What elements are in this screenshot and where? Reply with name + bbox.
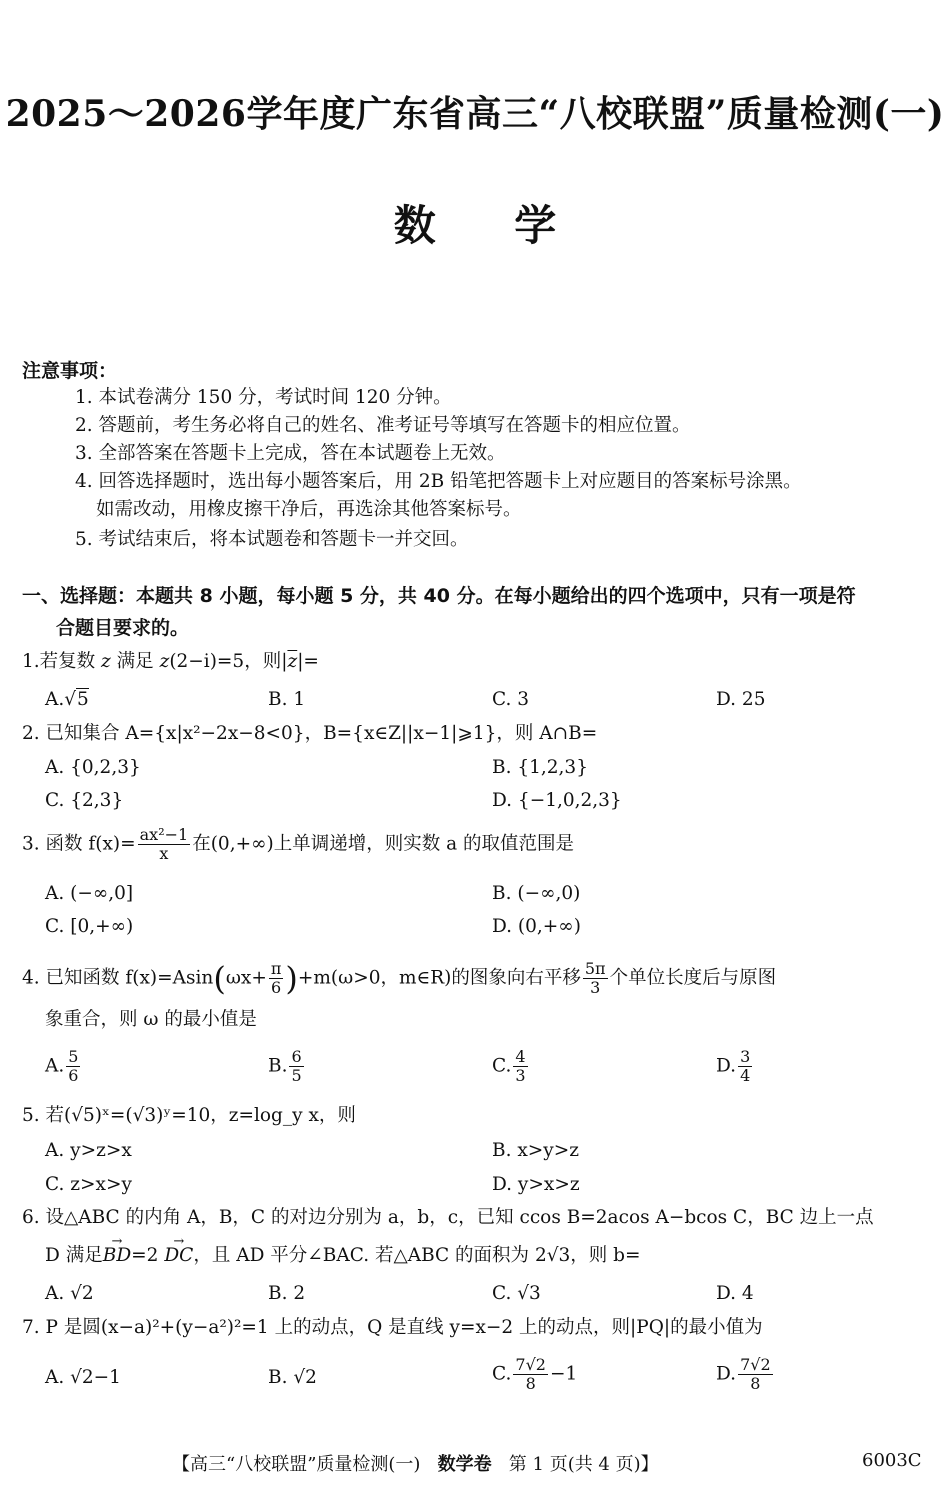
page-footer bbox=[172, 1450, 659, 1476]
q6-option-d: D. 4 bbox=[716, 1283, 754, 1304]
q1-stem-c: (2−i)=5，则| bbox=[169, 651, 288, 672]
q3-option-a: A. (−∞,0] bbox=[45, 883, 134, 904]
q2-option-b: B. {1,2,3} bbox=[492, 757, 588, 778]
q3-option-b: B. (−∞,0) bbox=[492, 883, 581, 904]
q5-option-d: D. y>x>z bbox=[492, 1174, 580, 1195]
q2-option-c: C. {2,3} bbox=[45, 790, 124, 811]
q1-stem-b: 满足 bbox=[110, 651, 160, 672]
q6-option-b: B. 2 bbox=[268, 1283, 306, 1304]
footer-exam-name: 【高三“八校联盟”质量检测(一) bbox=[172, 1454, 421, 1475]
footer-page-number: 第 1 页(共 4 页)】 bbox=[508, 1454, 659, 1475]
q4-stem-a: 4. 已知函数 f(x)=Asin bbox=[22, 967, 214, 989]
q3-fraction: $\frac{\text{ax²−1}}{x}$ bbox=[139, 825, 189, 863]
q1-option-b: B. 1 bbox=[268, 689, 306, 710]
question-3 bbox=[22, 826, 574, 863]
q5-option-c: C. z>x>y bbox=[45, 1174, 132, 1195]
q1-stem-d: |= bbox=[297, 651, 319, 672]
q4-inner: ωx+ bbox=[225, 967, 267, 989]
notice-item-5: 5. 考试结束后，将本试题卷和答题卡一并交回。 bbox=[75, 529, 469, 550]
q1-option-c: C. 3 bbox=[492, 689, 530, 710]
subject-title: 数 学 bbox=[393, 201, 557, 250]
q6-vector-bd: → BD bbox=[103, 1244, 131, 1268]
question-4-line2: 象重合，则 ω 的最小值是 bbox=[45, 1009, 257, 1030]
q4-shift-fraction: $\frac{5\pi}{3}$ bbox=[584, 959, 606, 997]
q6-option-c: C. √3 bbox=[492, 1283, 541, 1304]
q4-stem-b: +m(ω>0，m∈R)的图象向右平移 bbox=[297, 967, 581, 989]
notice-item-2: 2. 答题前，考生务必将自己的姓名、准考证号等填写在答题卡的相应位置。 bbox=[75, 415, 691, 436]
question-7: 7. P 是圆(x−a)²+(y−a²)²=1 上的动点，Q 是直线 y=x−2 上的动点，则|PQ|的最小值为 bbox=[22, 1317, 763, 1338]
q5-option-b: B. x>y>z bbox=[492, 1140, 579, 1161]
q4-option-d: D. $\frac{3}{4}$ bbox=[716, 1047, 751, 1085]
paper-code: 6003C bbox=[862, 1450, 922, 1471]
q6-eq: =2 bbox=[131, 1245, 159, 1266]
q1-option-a: A.√5 bbox=[45, 689, 89, 710]
section-heading bbox=[22, 583, 934, 641]
q7-option-d: D. $\frac{7√2}{8}$ bbox=[716, 1355, 771, 1393]
q6-vector-dc: → DC bbox=[164, 1244, 193, 1268]
q4-option-b: B. $\frac{6}{5}$ bbox=[268, 1047, 302, 1085]
notice-item-4: 4. 回答选择题时，选出每小题答案后，用 2B 铅笔把答题卡上对应题目的答案标号涂黑。 bbox=[75, 471, 802, 492]
q1-stem-a: 若复数 bbox=[39, 651, 102, 672]
question-5: 5. 若(√5)ˣ=(√3)ʸ=10，z=log_y x，则 bbox=[22, 1105, 356, 1126]
section-heading-line2: 合题目要求的。 bbox=[56, 617, 190, 639]
q7-option-a: A. √2−1 bbox=[45, 1367, 121, 1388]
q3-stem-a: 3. 函数 f(x)= bbox=[22, 833, 136, 855]
page-title: 2025～2026学年度广东省高三“八校联盟”质量检测(一) bbox=[5, 93, 945, 135]
notice-item-4-cont: 如需改动，用橡皮擦干净后，再选涂其他答案标号。 bbox=[96, 499, 522, 520]
q2-option-a: A. {0,2,3} bbox=[45, 757, 141, 778]
q4-pi-fraction: $\frac{\pi}{6}$ bbox=[270, 959, 282, 997]
section-heading-line1: 一、选择题：本题共 8 小题，每小题 5 分，共 40 分。在每小题给出的四个选项中，只有一项是符 bbox=[22, 585, 856, 607]
q6-line2-b: ，且 AD 平分∠BAC. 若△ABC 的面积为 2√3，则 b= bbox=[193, 1245, 641, 1266]
q1-option-d: D. 25 bbox=[716, 689, 766, 710]
notice-item-3: 3. 全部答案在答题卡上完成，答在本试题卷上无效。 bbox=[75, 443, 506, 464]
q4-option-a: A. $\frac{5}{6}$ bbox=[45, 1047, 79, 1085]
q4-stem-c: 个单位长度后与原图 bbox=[609, 967, 777, 989]
q1-number: 1. bbox=[22, 651, 40, 672]
q6-line2-a: D 满足 bbox=[45, 1245, 103, 1266]
question-2: 2. 已知集合 A={x|x²−2x−8<0}，B={x∈Z||x−1|⩾1}，则 A∩B= bbox=[22, 723, 598, 744]
q5-option-a: A. y>z>x bbox=[45, 1140, 132, 1161]
question-4: 4. 已知函数 f(x)=Asin(ωx+ $\frac{\pi}{6}$ )+m(ω>0，m∈R)的图象向右平移 $\frac{5\pi}{3}$ 个单位长度后与原图 bbox=[22, 959, 777, 998]
question-1: 1.若复数 z 满足 z(2−i)=5，则$|\overline{z}|=$ bbox=[22, 651, 319, 672]
question-6-line2 bbox=[45, 1244, 641, 1268]
q4-option-c: C. $\frac{4}{3}$ bbox=[492, 1047, 526, 1085]
q3-stem-b: 在(0,+∞)上单调递增，则实数 a 的取值范围是 bbox=[192, 833, 574, 855]
q3-option-c: C. [0,+∞) bbox=[45, 916, 134, 937]
question-6: 6. 设△ABC 的内角 A，B，C 的对边分别为 a，b，c，已知 ccos B=2acos A−bcos C，BC 边上一点 bbox=[22, 1207, 874, 1228]
footer-subject: 数学卷 bbox=[437, 1454, 492, 1475]
q7-option-c: C. $\frac{7√2}{8}$ −1 bbox=[492, 1355, 578, 1393]
notice-item-1: 1. 本试卷满分 150 分，考试时间 120 分钟。 bbox=[75, 387, 452, 408]
q6-option-a: A. √2 bbox=[45, 1283, 94, 1304]
notice-heading: 注意事项： bbox=[22, 360, 118, 382]
q3-option-d: D. (0,+∞) bbox=[492, 916, 581, 937]
q7-option-b: B. √2 bbox=[268, 1367, 317, 1388]
q2-option-d: D. {−1,0,2,3} bbox=[492, 790, 622, 811]
